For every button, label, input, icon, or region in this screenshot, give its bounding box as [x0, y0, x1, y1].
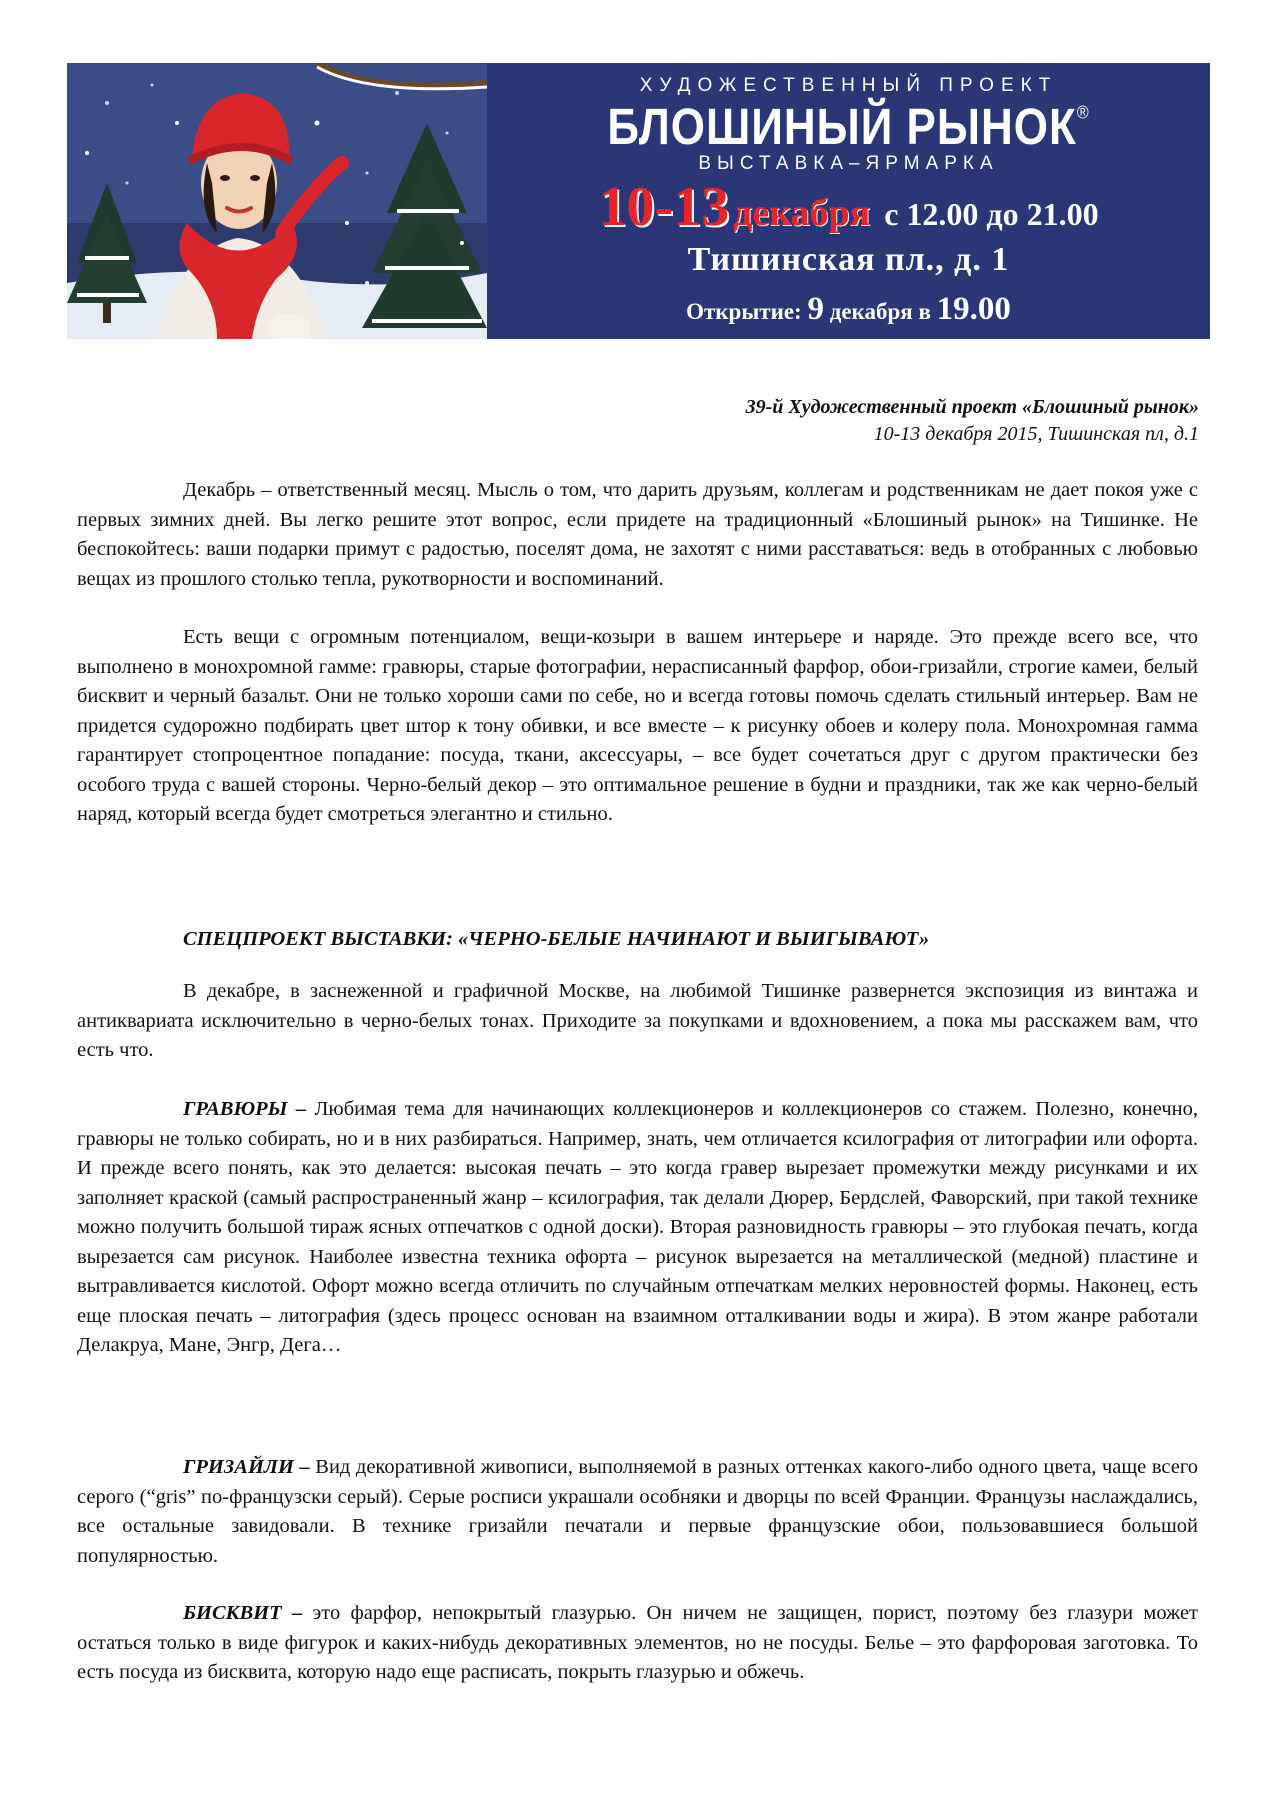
paragraph-intro-1: Декабрь – ответственный месяц. Мысль о том, что дарить друзьям, коллегам и родственникам не дает покоя уже с первых зимних дней. Вы легко решите этот вопрос, если придете на традиционный «Блошиный рынок» на Тишинке. Не беспокойтесь: ваши подарки примут с радостью, поселят дома, не захотят с ними расставаться: ведь в отобранных с любовью вещах из прошлого столько тепла, рукотворности и воспоминаний. — [77, 479, 1198, 590]
special-project-heading: СПЕЦПРОЕКТ ВЫСТАВКИ: «ЧЕРНО-БЕЛЫЕ НАЧИНАЮТ И ВЫИГЫВАЮТ» — [183, 928, 930, 950]
banner-subtitle: ВЫСТАВКА–ЯРМАРКА — [698, 153, 999, 174]
event-banner — [67, 63, 1210, 339]
section-biscuit — [77, 1599, 1198, 1688]
section-engravings — [77, 1095, 1198, 1361]
paragraph-intro-2: Есть вещи с огромным потенциалом, вещи-козыри в вашем интерьере и наряде. Это прежде всего все, что выполнено в монохромной гамме: гравюры, старые фотографии, нерасписанный фарфор, обои-гризайли, строгие камеи, белый бисквит и черный базальт. Они не только хороши сами по себе, но и всегда готовы помочь сделать стильный интерьер. Вам не придется судорожно подбирать цвет штор к тону обивки, и все вместе – к рисунку обоев и колеру пола. Монохромная гамма гарантирует стопроцентное попадание: посуда, ткани, аксессуары, – все будет сочетаться друг с другом практически без особого труда с вашей стороны. Черно-белый декор – это оптимальное решение в будни и праздники, так же как черно-белый наряд, который всегда будет смотреться элегантно и стильно. — [77, 626, 1198, 825]
paragraph-special-intro: В декабре, в заснеженной и графичной Москве, на любимой Тишинке развернется экспозиция из винтажа и антиквариата исключительно в черно-белых тонах. Приходите за покупками и вдохновением, а пока мы расскажем вам, что есть что. — [77, 980, 1198, 1061]
section-term: ГРАВЮРЫ – — [183, 1098, 307, 1120]
banner-project-label: ХУДОЖЕСТВЕННЫЙ ПРОЕКТ — [639, 75, 1058, 96]
opening-month: декабря в — [829, 299, 931, 324]
section-text: Вид декоративной живописи, выполняемой в разных оттенках какого-либо одного цвета, чаще всего серого (“gris” по-французски серый). Серые росписи украшали особняки и дворцы по всей Франции. Французы наслаждались, все остальные завидовали. В технике гризайли печатали и первые французские обои, пользовавшиеся большой популярностью. — [77, 1456, 1198, 1567]
section-text: это фарфор, непокрытый глазурью. Он ничем не защищен, порист, поэтому без глазури может остаться только в виде фигурок и каких-нибудь декоративных элементов, но не посуды. Белье – это фарфоровая заготовка. То есть посуда из бисквита, которую надо еще расписать, покрыть глазурью и обжечь. — [77, 1602, 1199, 1683]
banner-dates — [487, 175, 1210, 239]
banner-address: Тишинская пл., д. 1 — [687, 241, 1010, 278]
poster-illustration — [67, 63, 487, 339]
registered-mark: ® — [1076, 103, 1090, 124]
section-term: ГРИЗАЙЛИ – — [183, 1456, 310, 1478]
opening-day: 9 — [807, 291, 824, 327]
banner-text — [487, 63, 1210, 339]
section-grisaille — [77, 1453, 1198, 1571]
banner-hours: с 12.00 до 21.00 — [884, 196, 1099, 232]
banner-month: декабря — [733, 192, 871, 234]
banner-date-range: 10-13 — [598, 176, 730, 238]
document-title: 39-й Художественный проект «Блошиный рынок» — [745, 396, 1199, 418]
document-subtitle: 10-13 декабря 2015, Тишинская пл, д.1 — [873, 423, 1199, 445]
banner-title — [487, 99, 1210, 157]
section-text: Любимая тема для начинающих коллекционеров и коллекционеров со стажем. Полезно, конечно, гравюры не только собирать, но и в них разбираться. Например, знать, чем отличается ксилография от литографии или офорта. И прежде всего понять, как это делается: высокая печать – это когда гравер вырезает промежутки между рисунками и их заполняет краской (самый распространенный жанр – ксилография, так делали Дюрер, Бердслей, Фаворский, при такой технике можно получить большой тираж ясных отпечатков с одной доски). Вторая разновидность гравюры – это глубокая печать, когда вырезается сам рисунок. Наиболее известна техника офорта – рисунок вырезается на металлической (медной) пластине и вытравливается кислотой. Офорт можно всегда отличить по случайным отпечаткам мелких неровностей формы. Наконец, есть еще плоская печать – литография (здесь процесс основан на взаимном отталкивании воды и жира). В этом жанре работали Делакруа, Мане, Энгр, Дега… — [77, 1098, 1198, 1356]
banner-title-text: БЛОШИНЫЙ РЫНОК — [607, 99, 1077, 156]
opening-time: 19.00 — [936, 291, 1011, 327]
banner-opening — [487, 291, 1210, 328]
opening-label: Открытие: — [686, 299, 802, 324]
section-term: БИСКВИТ – — [183, 1602, 303, 1624]
